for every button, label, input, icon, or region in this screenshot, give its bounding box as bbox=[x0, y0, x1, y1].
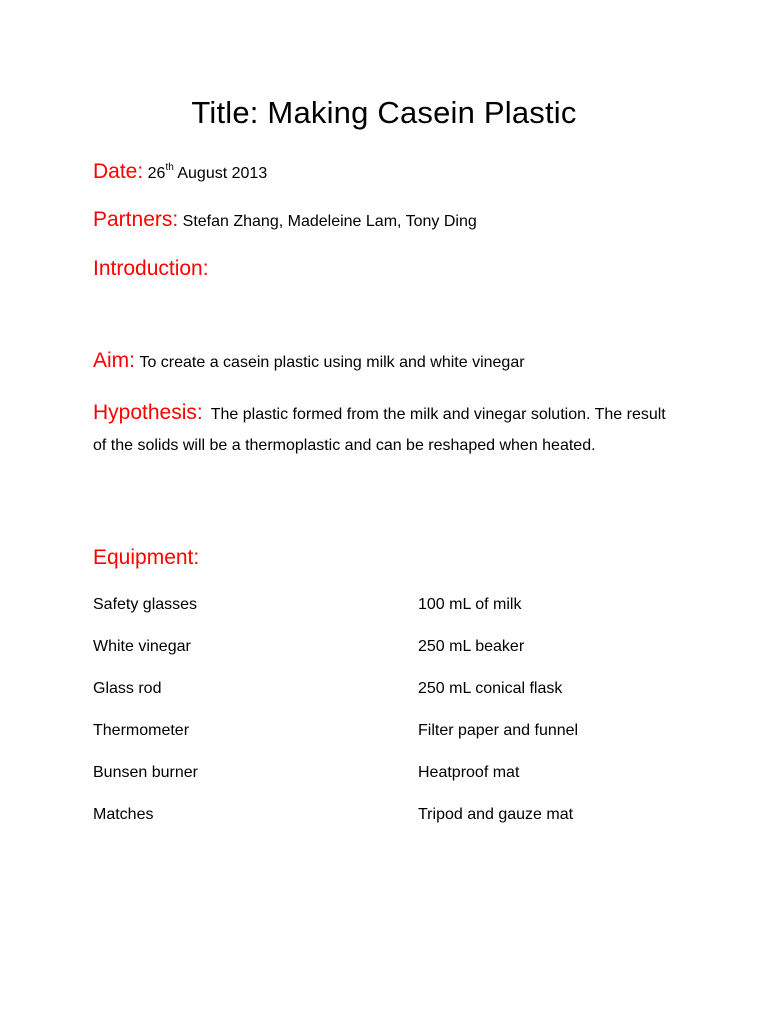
date-suffix: th bbox=[165, 162, 174, 173]
aim-value: To create a casein plastic using milk and white vinegar bbox=[139, 354, 525, 371]
equipment-label: Equipment: bbox=[93, 546, 200, 569]
hypothesis-block bbox=[93, 397, 683, 461]
equipment-item: Glass rod bbox=[93, 680, 162, 697]
equipment-line bbox=[93, 546, 199, 570]
equipment-item: Heatproof mat bbox=[418, 764, 520, 781]
introduction-label: Introduction: bbox=[93, 257, 209, 280]
date-label: Date: bbox=[93, 160, 144, 183]
date-value bbox=[147, 162, 268, 182]
equipment-item: Matches bbox=[93, 806, 154, 823]
equipment-item: 250 mL conical flask bbox=[418, 680, 563, 697]
hypothesis-label: Hypothesis: bbox=[93, 401, 203, 424]
hypothesis-value: The plastic formed from the milk and vinegar solution. The result of the solids will be a thermoplastic and can be reshaped when heated. bbox=[93, 406, 666, 454]
partners-line bbox=[93, 208, 477, 232]
partners-value: Stefan Zhang, Madeleine Lam, Tony Ding bbox=[182, 213, 477, 230]
equipment-item: Thermometer bbox=[93, 722, 190, 739]
equipment-item: Bunsen burner bbox=[93, 764, 198, 781]
equipment-item: Filter paper and funnel bbox=[418, 722, 579, 739]
equipment-item: Safety glasses bbox=[93, 596, 198, 613]
date-line bbox=[93, 160, 267, 184]
date-day: 26 bbox=[147, 165, 166, 182]
aim-label: Aim: bbox=[93, 349, 135, 372]
date-rest: August 2013 bbox=[173, 165, 268, 182]
aim-line bbox=[93, 349, 525, 373]
introduction-line bbox=[93, 257, 209, 281]
partners-label: Partners: bbox=[93, 208, 179, 231]
document-title: Title: Making Casein Plastic bbox=[191, 95, 577, 130]
equipment-item: 250 mL beaker bbox=[418, 638, 525, 655]
equipment-item: White vinegar bbox=[93, 638, 191, 655]
equipment-item: Tripod and gauze mat bbox=[418, 806, 574, 823]
equipment-item: 100 mL of milk bbox=[418, 596, 522, 613]
